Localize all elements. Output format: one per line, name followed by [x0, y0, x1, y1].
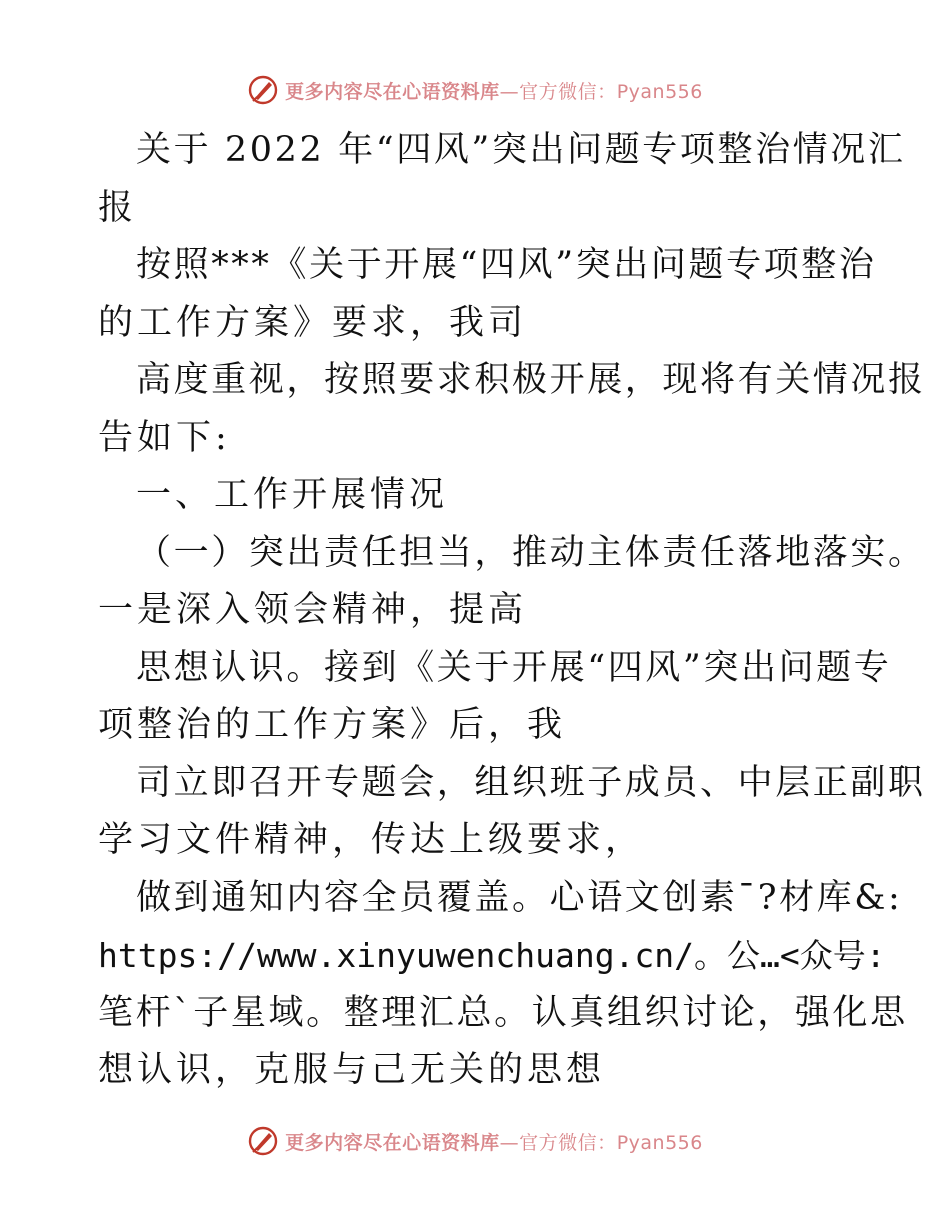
text-line: 一是深入领会精神，提高 — [98, 590, 528, 630]
text-line: 想认识，克服与己无关的思想 — [98, 1050, 606, 1090]
watermark-separator: — — [499, 80, 520, 103]
text-line: 司立即召开专题会，组织班子成员、中层正副职 — [136, 762, 926, 803]
text-line: （一）突出责任担当，推动主体责任落地落实。 — [136, 532, 926, 573]
text-line: 报 — [98, 187, 138, 228]
watermark-contact-id: Pyan556 — [616, 80, 703, 103]
watermark-text — [285, 77, 703, 104]
watermark-brand: 更多内容尽在心语资料库 — [285, 1131, 500, 1154]
document-body — [98, 122, 926, 1100]
watermark-contact-id: Pyan556 — [616, 1131, 703, 1154]
section-heading: 一、工作开展情况 — [136, 475, 449, 515]
header-watermark — [0, 70, 950, 110]
footer-watermark — [0, 1121, 950, 1161]
quill-logo-icon — [247, 74, 279, 106]
text-line: 项整治的工作方案》后，我 — [98, 705, 567, 745]
quill-logo-icon — [247, 1125, 279, 1157]
text-line: 高度重视，按照要求积极开展，现将有关情况报 — [136, 360, 926, 400]
watermark-separator: — — [499, 1131, 520, 1154]
watermark-brand: 更多内容尽在心语资料库 — [285, 80, 500, 103]
text-line: 思想认识。接到《关于开展“四风”突出问题专 — [136, 647, 892, 688]
text-line: 笔杆`子星域。整理汇总。认真组织讨论，强化思 — [98, 992, 908, 1033]
watermark-contact-label: 官方微信： — [519, 1131, 617, 1154]
url-line: https://www.xinyuwenchuang.cn/。公…<众号: — [98, 936, 886, 975]
text-line: 做到通知内容全员覆盖。心语文创素¯?材库&: — [136, 877, 903, 918]
text-line: 告如下: — [98, 417, 231, 458]
text-line: 按照***《关于开展“四风”突出问题专项整治 — [136, 245, 877, 285]
watermark-contact-label: 官方微信： — [519, 80, 617, 103]
text-line: 关于 2022 年“四风”突出问题专项整治情况汇 — [136, 130, 906, 170]
text-line: 学习文件精神，传达上级要求， — [98, 820, 645, 860]
text-line: 的工作方案》要求，我司 — [98, 302, 528, 343]
watermark-text — [285, 1128, 703, 1155]
